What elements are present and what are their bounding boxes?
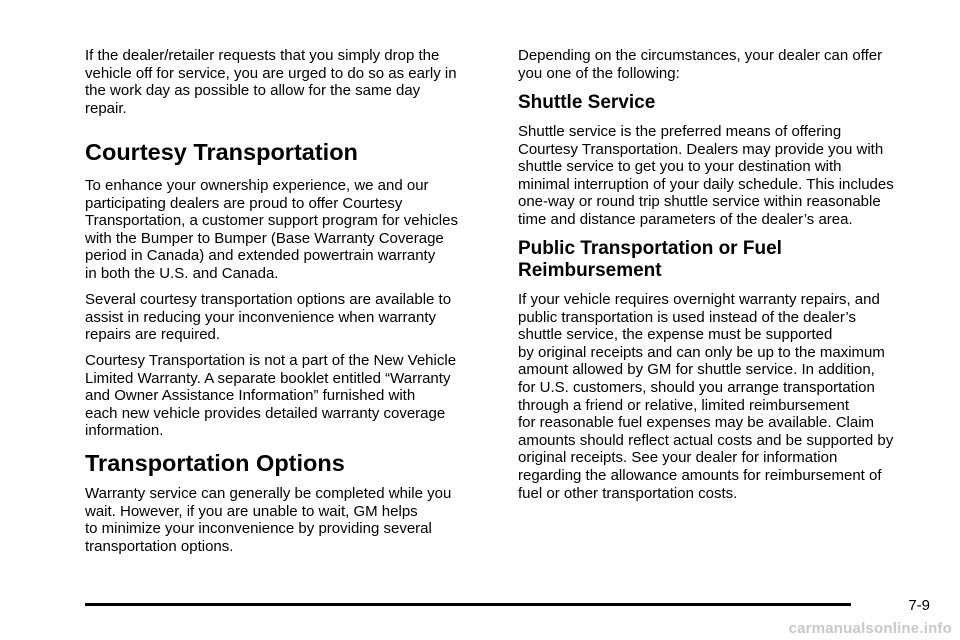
heading-public-transportation: Public Transportation or Fuel Reimbursement — [518, 238, 782, 281]
shuttle-paragraph: Shuttle service is the preferred means of offering Courtesy Transportation. Dealers may provide you with shuttle service to get you to your destination with minimal interruption of your daily schedule. This includes one-way or round trip shuttle service within reasonable time and distance parameters of the dealer’s area. — [518, 123, 894, 228]
courtesy-paragraph-1: To enhance your ownership experience, we and our participating dealers are proud to offer Courtesy Transportation, a customer support program for vehicles with the Bumper to Bumper (Base Warranty Coverage period in Canada) and extended powertrain warranty in both the U.S. and Canada. — [85, 177, 458, 282]
depending-paragraph: Depending on the circumstances, your dealer can offer you one of the following: — [518, 47, 883, 82]
options-paragraph: Warranty service can generally be completed while you wait. However, if you are unable to wait, GM helps to minimize your inconvenience by providing several transportation options. — [85, 485, 452, 555]
public-paragraph: If your vehicle requires overnight warranty repairs, and public transportation is used instead of the dealer’s shuttle service, the expense must be supported by original receipts and can only be up to the maximum amount allowed by GM for shuttle service. In addition, for U.S. customers, should you arrange transportation through a friend or relative, limited reimbursement for reasonable fuel expenses may be available. Claim amounts should reflect actual costs and be supported by original receipts. See your dealer for information regarding the allowance amounts for reimbursement of fuel or other transportation costs. — [518, 291, 894, 502]
heading-transportation-options: Transportation Options — [85, 450, 345, 476]
page-number: 7-9 — [908, 597, 930, 614]
heading-shuttle-service: Shuttle Service — [518, 92, 656, 113]
footer-rule — [85, 603, 851, 606]
watermark-logo: carmanualsonline.info — [788, 620, 952, 637]
courtesy-paragraph-3: Courtesy Transportation is not a part of the New Vehicle Limited Warranty. A separate booklet entitled “Warranty and Owner Assistance Information” furnished with each new vehicle provides detailed warranty coverage information. — [85, 352, 457, 440]
heading-courtesy-transportation: Courtesy Transportation — [85, 139, 358, 165]
courtesy-paragraph-2: Several courtesy transportation options are available to assist in reducing your inconvenience when warranty repairs are required. — [85, 291, 452, 344]
intro-paragraph: If the dealer/retailer requests that you simply drop the vehicle off for service, you are urged to do so as early in the work day as possible to allow for the same day repair. — [85, 47, 457, 117]
